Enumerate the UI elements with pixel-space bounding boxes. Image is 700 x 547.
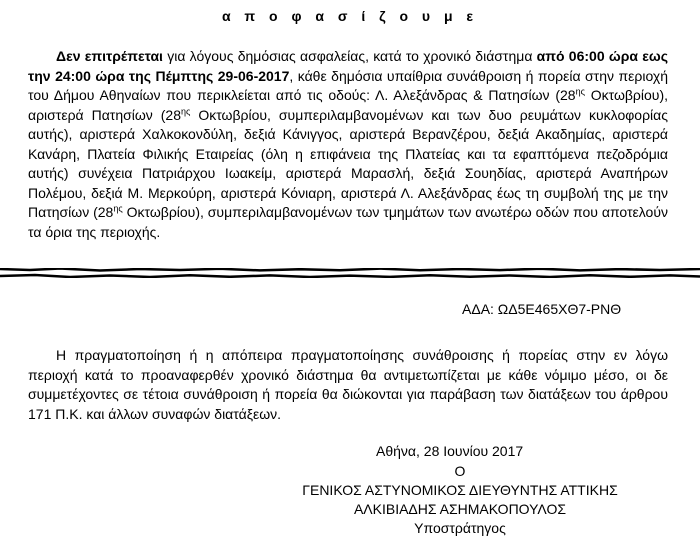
penalty-paragraph [28,346,668,424]
time-period: από 06:00 ώρα εως την 24:00 ώρα της Πέμπτης 29-06-2017 [28,48,668,84]
text-segment: Οκτωβρίου), αριστερά Πατησίων (28 [28,87,668,123]
superscript: ης [575,86,585,97]
penalty-text: Η πραγματοποίηση ή η απόπειρα πραγματοποίησης συνάθροισης ή πορείας στην εν λόγω περιοχή κατά το προαναφερθέν χρονικό διάστημα θα αντιμετωπίζεται με κάθε νόμιμο μέσο, οι δε συμμετέχοντες σε τέτοια συνάθροιση ή πορεία θα διώκονται για παράβαση των διατάξεων του άρθρου 171 Π.Κ. και άλλων συναφών διατάξεων. [28,347,668,422]
document-id: ΑΔΑ: ΩΔ5Ε465ΧΘ7-ΡΝΘ [462,301,622,317]
page-tear-divider [0,268,700,278]
superscript: ης [181,105,191,116]
text-segment: , κάθε δημόσια υπαίθρια συνάθροιση ή πορεία στην περιοχή του Δήμου Αθηναίων που περικλείεται από τις οδούς: Λ. Αλεξάνδρας & Πατησίων (28 [28,67,668,103]
prohibition-paragraph [28,47,668,242]
prohibition-lead: Δεν επιτρέπεται [56,48,163,64]
signatory-rank: Υποστράτηγος [414,520,506,536]
superscript: ης [113,203,123,214]
text-segment: για λόγους δημόσιας ασφαλείας, κατά το χρονικό διάστημα [162,48,537,64]
signatory-title: ΓΕΝΙΚΟΣ ΑΣΤΥΝΟΜΙΚΟΣ ΔΙΕΥΘΥΝΤΗΣ ΑΤΤΙΚΗΣ [302,482,618,498]
decision-heading: α π ο φ α σ ί ζ ο υ μ ε [221,8,479,24]
text-segment: Οκτωβρίου, συμπεριλαμβανομένων και των δυο ρευμάτων κυκλοφορίας αυτής), αριστερά Χαλκοκονδύλη, δεξιά Κάνιγγος, αριστερά Βερανζέρου, δεξιά Ακαδημίας, αριστερά Κανάρη, Πλατεία Φιλικής Εταιρείας (όλη η επιφάνεια της Πλατείας και τα εφαπτόμενα πεζοδρόμια αυτής) συνέχεια Πατριάρχου Ιωακείμ, αριστερά Μαρασλή, δεξιά Σουηδίας, αριστερά Αναπήρων Πολέμου, δεξιά Μ. Μερκούρη, αριστερά Κόνιαρη, αριστερά Λ. Αλεξάνδρας έως τη συμβολή της με την Πατησίων (28 [28,106,669,220]
text-segment: Οκτωβρίου), συμπεριλαμβανομένων των τμημάτων των ανωτέρω οδών που αποτελούν τα όρια της περιοχής. [28,204,669,240]
place-date: Αθήνα, 28 Ιουνίου 2017 [376,443,524,459]
signatory-name: ΑΛΚΙΒΙΑΔΗΣ ΑΣΗΜΑΚΟΠΟΥΛΟΣ [353,501,567,517]
signatory-article: Ο [454,463,466,479]
